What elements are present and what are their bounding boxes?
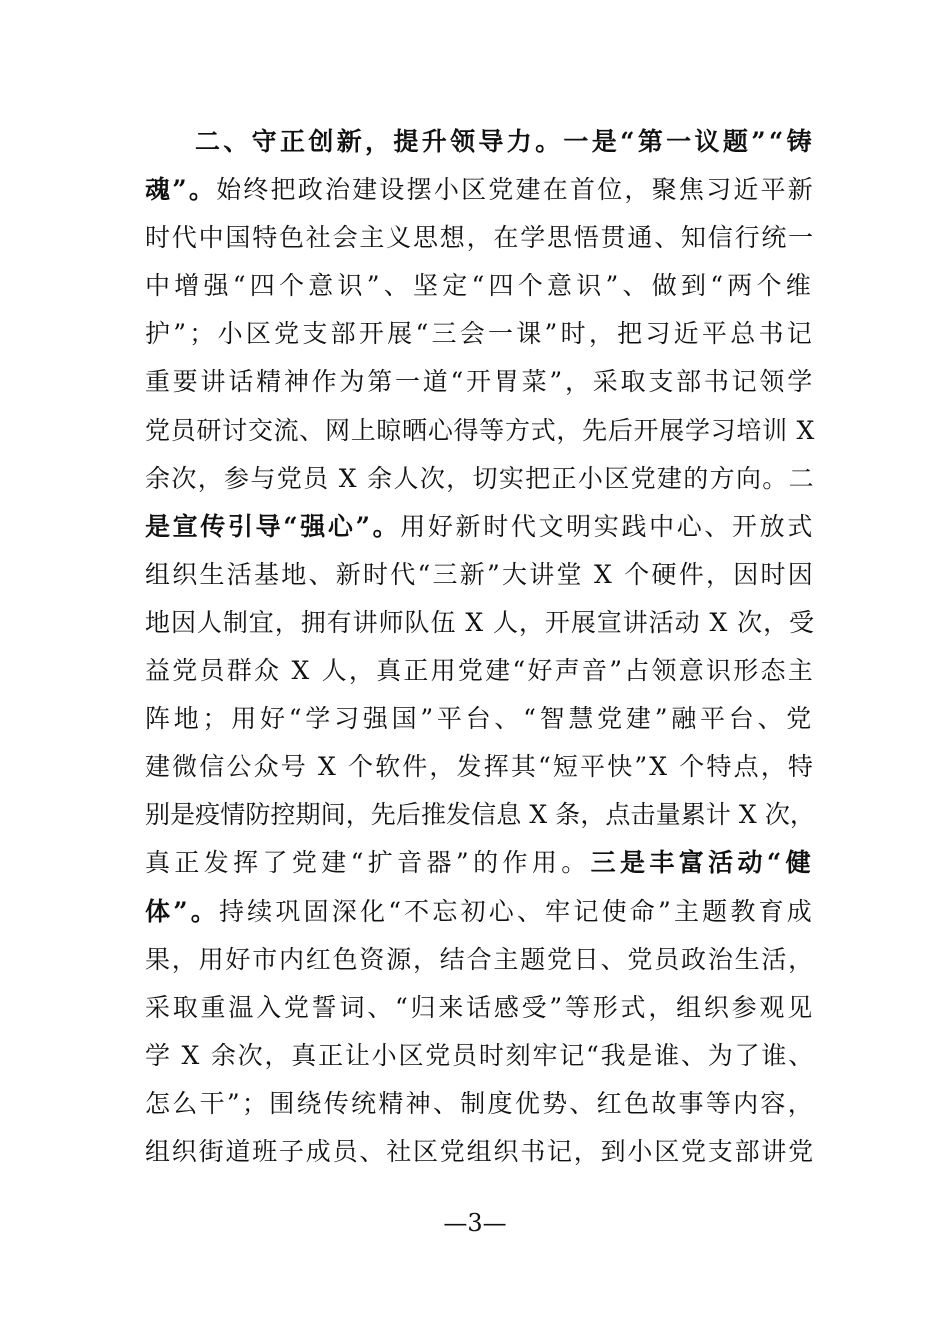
page-number: —3— <box>443 1209 507 1237</box>
text-line <box>145 695 815 743</box>
text-line <box>145 599 815 647</box>
text-line <box>145 647 815 695</box>
body-text <box>145 118 815 1176</box>
text-line <box>145 1032 815 1080</box>
body-text-segment: 阵地；用好“学习强国”平台、“智慧党建”融平台、党 <box>145 704 815 734</box>
body-text-segment: 组织生活基地、新时代“三新”大讲堂 X 个硬件，因时因 <box>145 559 815 589</box>
body-text-segment: 真正发挥了党建“扩音器”的作用。 <box>145 848 591 878</box>
body-text-segment: 怎么干”；围绕传统精神、制度优势、红色故事等内容， <box>145 1088 815 1118</box>
body-text-segment: 持续巩固深化“不忘初心、牢记使命”主题教育成 <box>218 896 815 926</box>
body-text-segment: 始终把政治建设摆小区党建在首位，聚焦习近平新 <box>216 175 815 205</box>
body-text-segment: 重要讲话精神作为第一道“开胃菜”，采取支部书记领学 <box>145 367 815 397</box>
text-line <box>145 743 815 791</box>
bold-heading-text: 三是丰富活动“健 <box>590 848 815 878</box>
body-text-segment: 学 X 余次，真正让小区党员时刻牢记“我是谁、为了谁、 <box>145 1040 815 1070</box>
text-line <box>145 503 815 551</box>
text-line <box>145 118 815 166</box>
body-text-segment: 时代中国特色社会主义思想，在学思悟贯通、知信行统一 <box>145 223 815 253</box>
text-line <box>145 166 815 214</box>
text-line <box>145 407 815 455</box>
text-line <box>145 1080 815 1128</box>
bold-heading-text: 魂”。 <box>145 175 217 205</box>
body-text-segment: 果，用好市内红色资源，结合主题党日、党员政治生活， <box>145 944 815 974</box>
text-line <box>145 839 815 887</box>
body-text-segment: 党员研讨交流、网上晾晒心得等方式，先后开展学习培训 X <box>145 415 815 445</box>
text-line <box>145 262 815 310</box>
body-text-segment: 中增强“四个意识”、坚定“四个意识”、做到“两个维 <box>145 271 815 301</box>
bold-heading-text: 体”。 <box>145 896 219 926</box>
text-line <box>145 984 815 1032</box>
text-line <box>145 791 815 839</box>
text-line <box>145 551 815 599</box>
text-line <box>145 214 815 262</box>
text-line <box>145 888 815 936</box>
text-line <box>145 358 815 406</box>
text-line <box>145 310 815 358</box>
body-text-segment: 用好新时代文明实践中心、开放式 <box>400 511 815 541</box>
body-text-segment: 余次，参与党员 X 余人次，切实把正小区党建的方向。二 <box>145 463 815 493</box>
body-text-segment: 益党员群众 X 人，真正用党建“好声音”占领意识形态主 <box>145 656 815 686</box>
text-line <box>145 936 815 984</box>
text-line <box>145 455 815 503</box>
body-text-segment: 护”；小区党支部开展“三会一课”时，把习近平总书记 <box>145 319 815 349</box>
text-line <box>145 1128 815 1176</box>
body-text-segment: 采取重温入党誓词、“归来话感受”等形式，组织参观见 <box>145 992 815 1022</box>
bold-heading-text: 二、守正创新，提升领导力。一是“第一议题”“铸 <box>195 127 815 156</box>
body-text-segment: 建微信公众号 X 个软件，发挥其“短平快”X 个特点，特 <box>145 752 815 782</box>
body-text-segment: 地因人制宜，拥有讲师队伍 X 人，开展宣讲活动 X 次，受 <box>145 607 815 637</box>
body-text-segment: 组织街道班子成员、社区党组织书记，到小区党支部讲党 <box>145 1136 815 1166</box>
bold-heading-text: 是宣传引导“强心”。 <box>145 511 401 541</box>
body-text-segment: 别是疫情防控期间，先后推发信息 X 条，点击量累计 X 次， <box>145 800 815 830</box>
